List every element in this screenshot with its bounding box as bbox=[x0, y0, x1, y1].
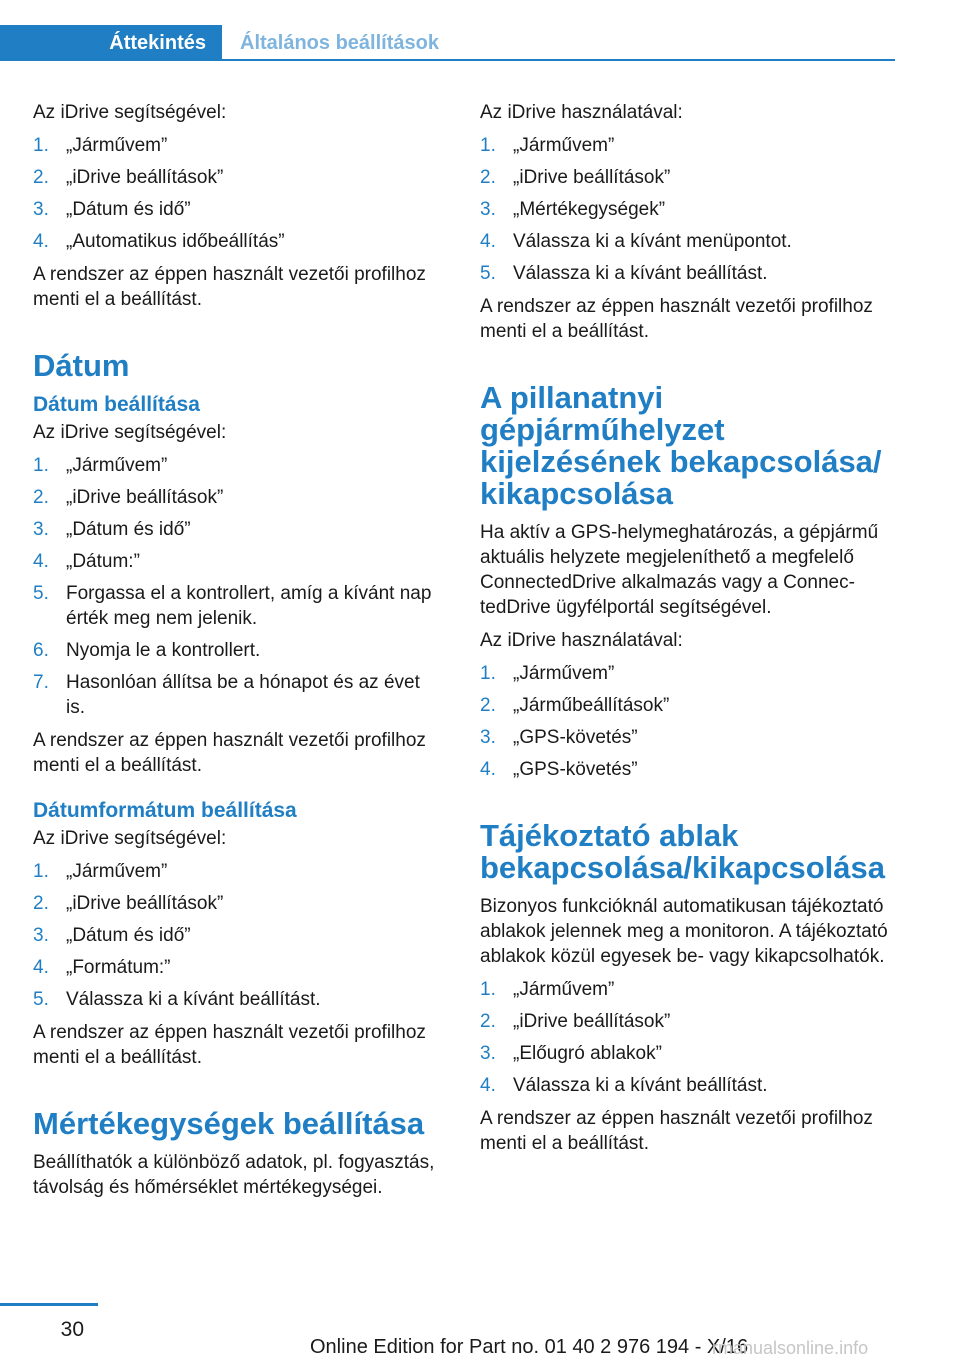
list-item bbox=[480, 261, 890, 286]
steps-list-units bbox=[480, 133, 890, 286]
list-item bbox=[33, 453, 443, 478]
subheading-date-format: Dátumformátum beállítása bbox=[33, 799, 297, 822]
list-item-number: 2. bbox=[33, 893, 49, 914]
list-item-number: 4. bbox=[480, 231, 496, 252]
list-item-number: 4. bbox=[33, 551, 49, 572]
list-item-text: „Mértékegységek” bbox=[513, 199, 666, 220]
list-item-number: 1. bbox=[480, 663, 496, 684]
list-item-text: „Automatikus időbeállítás” bbox=[66, 231, 285, 252]
steps-list-date bbox=[33, 453, 443, 720]
left-column bbox=[33, 100, 443, 1208]
profile-note: A rendszer az éppen használt vezetői profilhoz menti el a beállítást. bbox=[480, 1108, 873, 1154]
list-item-number: 3. bbox=[33, 519, 49, 540]
position-description: Ha aktív a GPS-helymeghatározás, a gépjármű aktuális helyzete megjeleníthető a megfelelő ConnectedDrive alkalmazás vagy a ConnectedDrive ügyfélportál segítségével. bbox=[480, 522, 879, 618]
profile-note: A rendszer az éppen használt vezetői profilhoz menti el a beállítást. bbox=[480, 296, 873, 342]
list-item-text: „GPS-követés” bbox=[513, 759, 638, 780]
profile-note: A rendszer az éppen használt vezetői profilhoz menti el a beállítást. bbox=[33, 264, 426, 310]
list-item-text: „Járművem” bbox=[66, 455, 168, 476]
list-item-number: 3. bbox=[480, 199, 496, 220]
list-item-number: 7. bbox=[33, 672, 49, 693]
heading-date: Dátum bbox=[33, 348, 130, 383]
list-item-number: 2. bbox=[480, 167, 496, 188]
steps-list-format bbox=[33, 859, 443, 1012]
list-item-text: „Dátum és idő” bbox=[66, 925, 191, 946]
list-item-text: Nyomja le a kontrollert. bbox=[66, 640, 261, 661]
heading-info-window: Tájékoztató ablak bekapcsolása/kikapcsolása bbox=[480, 818, 885, 885]
list-item-text: „Járművem” bbox=[513, 979, 615, 1000]
right-column bbox=[480, 100, 890, 1164]
list-item bbox=[33, 165, 443, 190]
list-item-text: Válassza ki a kívánt beállítást. bbox=[66, 989, 321, 1010]
list-item-text: Válassza ki a kívánt menüpontot. bbox=[513, 231, 792, 252]
list-item-number: 5. bbox=[33, 989, 49, 1010]
list-item-text: „Dátum és idő” bbox=[66, 199, 191, 220]
list-item bbox=[480, 1041, 890, 1066]
list-item bbox=[33, 133, 443, 158]
list-item-text: „Járművem” bbox=[66, 135, 168, 156]
steps-list-popups bbox=[480, 977, 890, 1098]
list-item-number: 4. bbox=[480, 759, 496, 780]
list-item-text: „iDrive beállítások” bbox=[66, 167, 224, 188]
page-number: 30 bbox=[60, 1318, 84, 1341]
list-item-text: „Járművem” bbox=[513, 135, 615, 156]
list-item bbox=[33, 670, 443, 720]
list-item-text: „Járművem” bbox=[66, 861, 168, 882]
list-item-text: „Dátum:” bbox=[66, 551, 140, 572]
list-item-number: 5. bbox=[480, 263, 496, 284]
edition-text: Online Edition for Part no. 01 40 2 976 194 - X/16 bbox=[310, 1336, 749, 1358]
header-rule bbox=[222, 59, 895, 61]
list-item-number: 2. bbox=[480, 695, 496, 716]
footer-rule bbox=[0, 1303, 98, 1306]
list-item bbox=[480, 725, 890, 750]
list-item-number: 2. bbox=[480, 1011, 496, 1032]
intro-text: Az iDrive segítségével: bbox=[33, 102, 227, 123]
list-item bbox=[33, 955, 443, 980]
list-item bbox=[33, 581, 443, 631]
list-item bbox=[33, 485, 443, 510]
intro-text: Az iDrive segítségével: bbox=[33, 828, 227, 849]
list-item-number: 1. bbox=[480, 135, 496, 156]
list-item-number: 1. bbox=[33, 861, 49, 882]
list-item bbox=[33, 197, 443, 222]
list-item bbox=[33, 549, 443, 574]
list-item bbox=[33, 517, 443, 542]
list-item-text: „GPS-követés” bbox=[513, 727, 638, 748]
heading-vehicle-position: A pillanatnyi gépjárműhelyzet kijelzésének bekapcsolása/ kikapcsolása bbox=[480, 380, 882, 511]
list-item bbox=[480, 165, 890, 190]
info-description: Bizonyos funkcióknál automatikusan tájékoztató ablakok jelennek meg a monitoron. A tájékoztató ablakok közül egyesek be- vagy kikapcsolhatók. bbox=[480, 896, 888, 967]
subheading-date-setting: Dátum beállítása bbox=[33, 393, 200, 416]
list-item-number: 3. bbox=[33, 199, 49, 220]
units-description: Beállíthatók a különböző adatok, pl. fogyasztás, távolság és hőmérséklet mértékegységei. bbox=[33, 1152, 435, 1198]
list-item-text: „Járműbeállítások” bbox=[513, 695, 670, 716]
tab-overview[interactable]: Áttekintés bbox=[0, 25, 222, 61]
list-item bbox=[33, 638, 443, 663]
list-item-number: 1. bbox=[33, 455, 49, 476]
watermark: rmanualsonline.info bbox=[712, 1338, 869, 1358]
list-item-number: 2. bbox=[33, 167, 49, 188]
list-item bbox=[480, 757, 890, 782]
list-item-text: Válassza ki a kívánt beállítást. bbox=[513, 263, 768, 284]
list-item bbox=[33, 923, 443, 948]
list-item-text: „iDrive beállítások” bbox=[513, 167, 671, 188]
list-item bbox=[480, 693, 890, 718]
list-item-number: 1. bbox=[480, 979, 496, 1000]
intro-text: Az iDrive használatával: bbox=[480, 630, 683, 651]
list-item bbox=[33, 229, 443, 254]
list-item bbox=[480, 661, 890, 686]
intro-text: Az iDrive használatával: bbox=[480, 102, 683, 123]
list-item-number: 4. bbox=[33, 957, 49, 978]
steps-list-time bbox=[33, 133, 443, 254]
list-item-number: 6. bbox=[33, 640, 49, 661]
heading-units: Mértékegységek beállítása bbox=[33, 1106, 425, 1141]
list-item bbox=[480, 1009, 890, 1034]
list-item bbox=[480, 197, 890, 222]
list-item bbox=[33, 987, 443, 1012]
tab-general-settings[interactable]: Általános beállítások bbox=[240, 31, 439, 54]
list-item bbox=[480, 1073, 890, 1098]
list-item-text: Válassza ki a kívánt beállítást. bbox=[513, 1075, 768, 1096]
list-item-number: 1. bbox=[33, 135, 49, 156]
list-item-text: „Előugró ablakok” bbox=[513, 1043, 662, 1064]
list-item bbox=[480, 977, 890, 1002]
list-item-number: 4. bbox=[33, 231, 49, 252]
list-item-text: Hasonlóan állítsa be a hónapot és az évet is. bbox=[66, 672, 420, 718]
list-item-number: 2. bbox=[33, 487, 49, 508]
list-item-number: 4. bbox=[480, 1075, 496, 1096]
list-item-text: „iDrive beállítások” bbox=[513, 1011, 671, 1032]
list-item-text: „Dátum és idő” bbox=[66, 519, 191, 540]
page-header bbox=[0, 0, 960, 62]
list-item-text: „iDrive beállítások” bbox=[66, 893, 224, 914]
list-item-number: 3. bbox=[33, 925, 49, 946]
intro-text: Az iDrive segítségével: bbox=[33, 422, 227, 443]
profile-note: A rendszer az éppen használt vezetői profilhoz menti el a beállítást. bbox=[33, 1022, 426, 1068]
list-item-text: Forgassa el a kontrollert, amíg a kívánt nap érték meg nem jelenik. bbox=[66, 583, 432, 629]
list-item-number: 5. bbox=[33, 583, 49, 604]
profile-note: A rendszer az éppen használt vezetői profilhoz menti el a beállítást. bbox=[33, 730, 426, 776]
steps-list-gps bbox=[480, 661, 890, 782]
list-item-number: 3. bbox=[480, 1043, 496, 1064]
list-item-text: „iDrive beállítások” bbox=[66, 487, 224, 508]
list-item-text: „Járművem” bbox=[513, 663, 615, 684]
list-item bbox=[33, 859, 443, 884]
list-item-text: „Formátum:” bbox=[66, 957, 171, 978]
list-item-number: 3. bbox=[480, 727, 496, 748]
list-item bbox=[480, 133, 890, 158]
list-item bbox=[33, 891, 443, 916]
list-item bbox=[480, 229, 890, 254]
